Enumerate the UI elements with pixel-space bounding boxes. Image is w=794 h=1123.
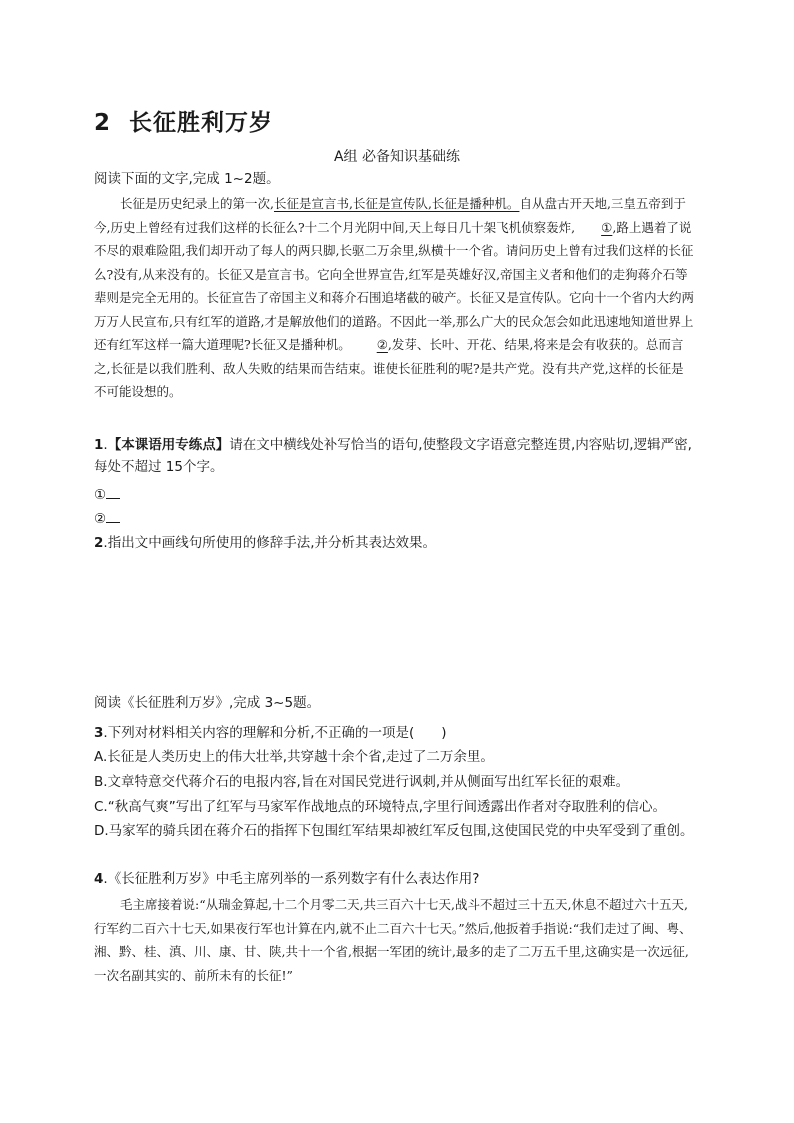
q4-excerpt	[94, 893, 696, 987]
question-number: 3	[94, 725, 104, 741]
question-2: 2.指出文中画线句所使用的修辞手法,并分析其表达效果。	[94, 535, 436, 551]
lesson-title	[94, 104, 273, 137]
answer-line-2[interactable]: ②	[94, 508, 696, 530]
blank-1: ①	[601, 219, 613, 235]
question-number: 4	[94, 871, 104, 887]
question-text: 指出文中画线句所使用的修辞手法,并分析其表达效果。	[107, 535, 436, 551]
section-heading: A组 必备知识基础练	[333, 149, 461, 165]
excerpt-paragraph: 毛主席接着说:“从瑞金算起,十二个月零二天,共三百六十七天,战斗不超过三十五天,休息不超过六十五天,行军约二百六十七天,如果夜行军也计算在内,就不止二百六十七天。”然后,他扳着手指说:“我们走过了闽、粤、湘、黔、桂、滇、川、康、甘、陕,共十一个省,根据一军团的统计,最多的走了二万五千里,这确实是一次远征,一次名副其实的、前所未有的长征!”	[94, 897, 692, 983]
question-3: 3.下列对材料相关内容的理解和分析,不正确的一项是( )	[94, 725, 447, 741]
option-a[interactable]: A.长征是人类历史上的伟大壮举,共穿越十余个省,走过了二万余里。	[94, 749, 494, 765]
passage-intro: 长征是历史纪录上的第一次,	[120, 196, 274, 211]
option-b[interactable]: B.文章特意交代蒋介石的电报内容,旨在对国民党进行讽刺,并从侧面写出红军长征的艰难。	[94, 774, 630, 790]
reading1-instruction: 阅读下面的文字,完成 1~2题。	[94, 171, 280, 187]
lesson-title-text: 长征胜利万岁	[129, 110, 274, 136]
passage-part2: 自从盘古开天地,三皇五帝到于今,历史上曾经有过我们这样的长征么?十二个月光阴中间,天上每日几十架飞机侦察轰炸,	[94, 196, 686, 235]
question-4: 4.《长征胜利万岁》中毛主席列举的一系列数字有什么表达作用?	[94, 871, 480, 887]
option-d[interactable]: D.马家军的骑兵团在蒋介石的指挥下包围红军结果却被红军反包围,这使国民党的中央军受到了重创。	[94, 823, 694, 839]
lesson-number: 2	[94, 110, 112, 136]
question-1: 1.【本课语用专练点】请在文中横线处补写恰当的语句,使整段文字语意完整连贯,内容贴切,逻辑严密,每处不超过 15个字。	[94, 437, 692, 475]
question-tag: 【本课语用专练点】	[107, 437, 230, 453]
option-c[interactable]: C.“秋高气爽”写出了红军与马家军作战地点的环境特点,字里行间透露出作者对夺取胜利的信心。	[94, 799, 666, 815]
blank-2: ②	[376, 337, 388, 352]
question-text: 《长征胜利万岁》中毛主席列举的一系列数字有什么表达作用?	[107, 871, 480, 887]
question-number: 2	[94, 535, 104, 551]
passage-part4: ,发芽、长叶、开花、结果,将来是会有收获的。总而言之,长征是以我们胜利、敌人失败的结果而告结束。谁使长征胜利的呢?是共产党。没有共产党,这样的长征是不可能设想的。	[94, 337, 684, 399]
reading1-passage	[94, 192, 696, 404]
underlined-sentence: 长征是宣言书,长征是宣传队,长征是播种机。	[273, 196, 520, 211]
answer-line-1[interactable]: ①	[94, 484, 696, 506]
question-text: 请在文中横线处补写恰当的语句,使整段文字语意完整连贯,内容贴切,逻辑严密,每处不超过 15个字。	[94, 437, 692, 475]
reading2-instruction: 阅读《长征胜利万岁》,完成 3~5题。	[94, 695, 321, 711]
passage-paragraph	[94, 192, 696, 404]
question-number: 1	[94, 437, 104, 453]
passage-part3: ,路上遇着了说不尽的艰难险阻,我们却开动了每人的两只脚,长驱二万余里,纵横十一个省。请问历史上曾有过我们这样的长征么?没有,从来没有的。长征又是宣言书。它向全世界宣告,红军是英雄好汉,帝国主义者和他们的走狗蒋介石等辈则是完全无用的。长征宣告了帝国主义和蒋介石围追堵截的破产。长征又是宣传队。它向十一个省内大约两万万人民宣布,只有红军的道路,才是解放他们的道路。不因此一举,那么广大的民众怎会如此迅速地知道世界上还有红军这样一篇大道理呢?长征又是播种机。	[94, 219, 695, 352]
question-text: 下列对材料相关内容的理解和分析,不正确的一项是( )	[107, 725, 447, 741]
